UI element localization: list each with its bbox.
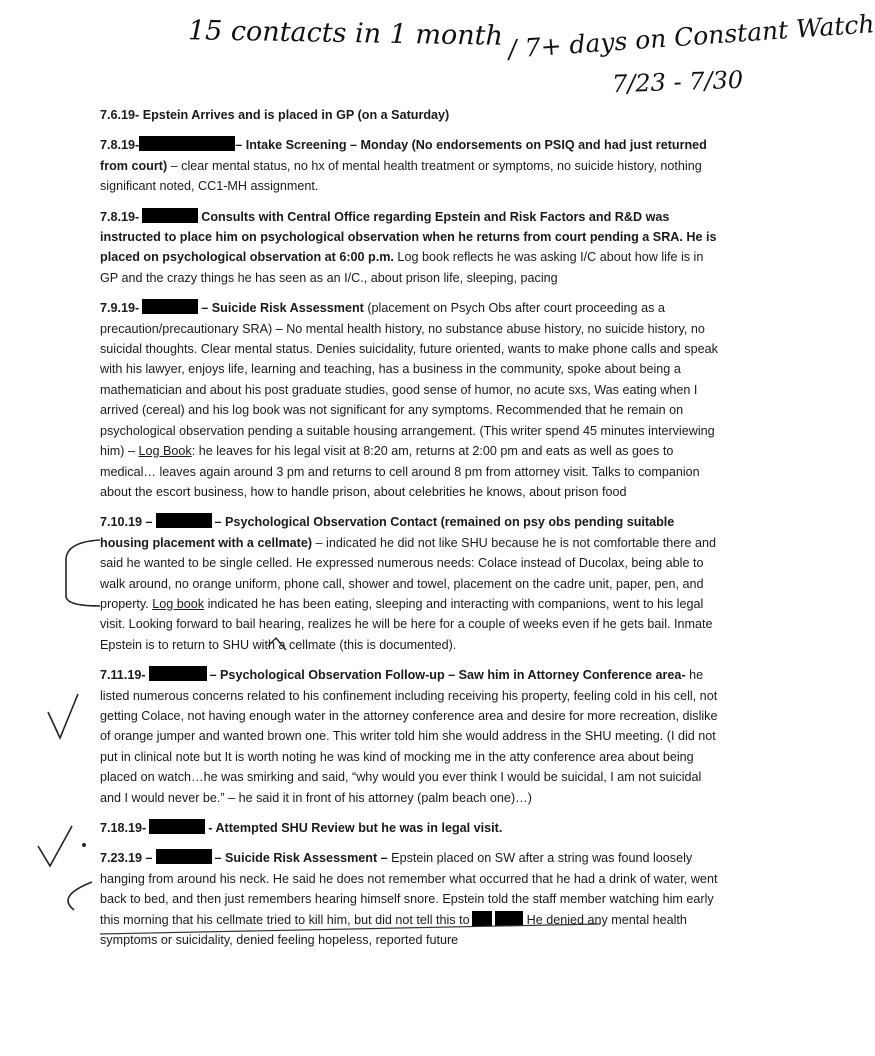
entry-body: – clear mental status, no hx of mental health treatment or symptoms, no suicide history, nothing significant noted, CC1-MH assignment.	[100, 158, 702, 194]
entry-date: 7.9.19-	[100, 301, 140, 316]
log-book-label: Log Book	[138, 444, 192, 459]
entry-date: 7.23.19 –	[100, 851, 153, 866]
handwritten-watch-dates: 7/23 - 7/30	[611, 65, 744, 99]
entry-body-continued: : he leaves for his legal visit at 8:20 am, returns at 2:00 pm and eats as well as goes to medical… leaves again around 3 pm and returns to cell around 8 pm from attorney visit. Talks to companion about the escort business, how to handle prison, about celebrities he knows, about prison food	[100, 444, 700, 499]
entry-date: 7.8.19-	[100, 138, 140, 153]
entry-date: 7.8.19-	[100, 209, 140, 224]
checkmark-icon	[38, 826, 72, 866]
entry-date: 7.18.19-	[100, 821, 147, 835]
entry-heading: – Psychological Observation Follow-up – Saw him in Attorney Conference area-	[209, 668, 686, 683]
checkmark-icon	[268, 638, 286, 650]
entry-body-continued: He denied any mental health symptoms or suicidality, denied feeling hopeless, reported future	[100, 912, 687, 948]
bracket-mark	[68, 882, 92, 910]
entry-heading: - Attempted SHU Review but he was in legal visit.	[208, 821, 503, 835]
checkmark-icon	[48, 694, 78, 738]
bullet-dot	[82, 843, 86, 847]
underline-mark	[100, 924, 600, 934]
entry-date: 7.11.19-	[100, 668, 146, 683]
entry-heading: Consults with Central Office regarding Epstein and Risk Factors and R&D was instructed to place him on psychological observation when he returns from court pending a SRA. He is placed on psychological observation at 6:00 p.m.	[100, 209, 717, 265]
entry-body: Log book reflects he was asking I/C about how life is in GP and the crazy things he has seen as an I/C., about prison life, sleeping, pacing	[100, 250, 704, 285]
entry-date: 7.6.19-	[100, 108, 140, 122]
entry-body: Epstein placed on SW after a string was found loosely hanging from around his neck. He said he does not remember what occurred that he had a drink of water, went back to bed, and then just remembers hearing himself snore. Epstein told the staff member watching him early this morning that his cellmate tried to kill him, but did not tell this to	[100, 851, 718, 927]
entry-heading: – Intake Screening – Monday (No endorsements on PSIQ and had just returned from court)	[100, 138, 707, 173]
entry-body: he listed numerous concerns related to his confinement including receiving his property, feeling cold in his cell, not getting Colace, not having enough water in the attorney conference area and desire for more recreation, dislike of orange jumper and wanted brown one. This writer told him she would address in the SHU meeting. (I did not put in clinical note but It is worth noting he was kind of mocking me in the atty conference area about being placed on watch…he was smirking and said, “why would you ever think I would be suicidal, I am not suicidal and I would never be.” – he said it in front of his attorney (palm beach one)…)	[100, 668, 718, 805]
entry-body-continued: indicated he has been eating, sleeping and interacting with companions, went to his legal visit. Looking forward to bail hearing, realizes he will be here for a couple of weeks even if he gets bail. Inmate Epstein is to return to SHU with a cellmate (this is documented).	[100, 596, 713, 652]
handwritten-watch-note: / 7+ days on Constant Watch	[507, 9, 875, 64]
entry-heading: – Psychological Observation Contact (remained on psy obs pending suitable housing placement with a cellmate)	[100, 515, 675, 550]
entry-date: 7.10.19 –	[100, 515, 153, 530]
entry-heading: – Suicide Risk Assessment –	[214, 851, 388, 866]
entry-heading: – Suicide Risk Assessment	[201, 301, 364, 316]
bracket-mark	[66, 540, 100, 606]
entry-body: – indicated he did not like SHU because he is not comfortable there and said he wanted to be single celled. He expressed numerous needs: Colace instead of Ducolax, being able to walk around, no orange uniform, phone call, shower and towel, placement on the cadre unit, paper, pen, and property.	[100, 535, 716, 611]
entry-heading: Epstein Arrives and is placed in GP (on a Saturday)	[142, 108, 450, 122]
entry-body: (placement on Psych Obs after court proceeding as a precaution/precautionary SRA) – No mental health history, no substance abuse history, no suicide history, no suicidal thoughts. Clear mental status. Denies suicidality, future oriented, wants to make phone calls and speak with his lawyer, enjoys life, learning and teaching, has a business in the community, spoke about being a mathematician and about his post graduate studies, good sense of humor, no acute sxs, Was eating when I arrived (cereal) and his log book was not significant for any symptoms. Recommended that he remain on psychological observation pending a suitable housing arrangement. (This writer spend 45 minutes interviewing him) –	[100, 301, 718, 459]
handwritten-contacts-note: 15 contacts in 1 month	[187, 15, 504, 52]
log-book-label: Log book	[152, 596, 205, 611]
